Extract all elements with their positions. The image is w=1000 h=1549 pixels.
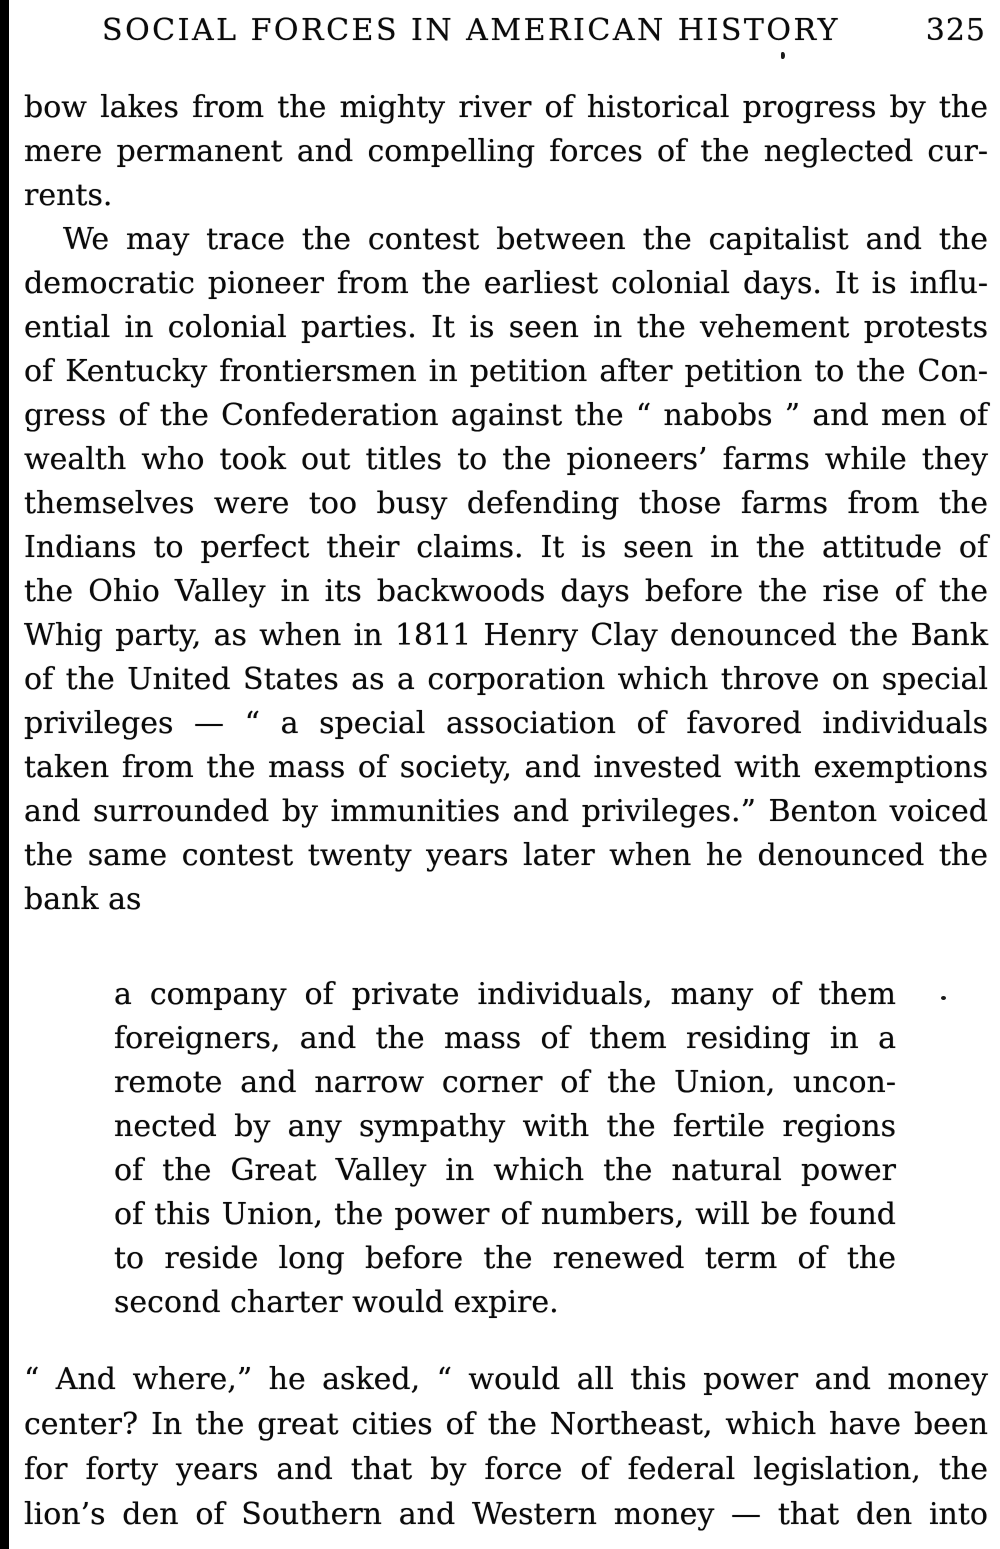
text-line: rents. <box>24 178 113 213</box>
text-line: of Kentucky frontiersmen in petition after petition to the Con- <box>24 354 988 389</box>
running-head <box>24 13 988 49</box>
quote-line: nected by any sympathy with the fertile regions <box>114 1109 896 1144</box>
page-content <box>24 0 988 1537</box>
paragraph <box>24 1357 988 1537</box>
scan-gutter-bar <box>0 0 9 1549</box>
text-line: bank as <box>24 882 142 917</box>
text-line: Indians to perfect their claims. It is seen in the attitude of <box>24 530 988 565</box>
page-header-title: SOCIAL FORCES IN AMERICAN HISTORY <box>102 13 840 48</box>
block-quote <box>114 973 896 1325</box>
page-number: 325 <box>925 13 986 48</box>
text-line: lion’s den of Southern and Western money — that den into <box>24 1497 988 1532</box>
text-line: gress of the Confederation against the “ nabobs ” and men of <box>24 398 988 433</box>
quote-line: foreigners, and the mass of them residing in a <box>114 1021 896 1056</box>
text-line: and surrounded by immunities and privileges.” Benton voiced <box>24 794 988 829</box>
quote-line: of the Great Valley in which the natural power <box>114 1153 896 1188</box>
quote-line: of this Union, the power of numbers, will be found <box>114 1197 896 1232</box>
text-line: We may trace the contest between the capitalist and the <box>63 222 988 257</box>
quote-line: a company of private individuals, many of them <box>114 977 896 1012</box>
text-line: the Ohio Valley in its backwoods days before the rise of the <box>24 574 988 609</box>
paragraph <box>24 218 988 922</box>
text-line: “ And where,” he asked, “ would all this power and money <box>24 1362 988 1397</box>
body-text <box>24 86 988 1537</box>
text-line: taken from the mass of society, and invested with exemptions <box>24 750 988 785</box>
text-line: themselves were too busy defending those farms from the <box>24 486 988 521</box>
text-line: privileges — “ a special association of favored individuals <box>24 706 988 741</box>
paragraph-continued <box>24 86 988 218</box>
quote-line: remote and narrow corner of the Union, uncon- <box>114 1065 896 1100</box>
text-line: for forty years and that by force of federal legislation, the <box>24 1452 988 1487</box>
text-line: Whig party, as when in 1811 Henry Clay denounced the Bank <box>24 618 988 653</box>
quote-line: to reside long before the renewed term of the <box>114 1241 896 1276</box>
text-line: of the United States as a corporation which throve on special <box>24 662 988 697</box>
text-line: wealth who took out titles to the pioneers’ farms while they <box>24 442 988 477</box>
text-line: ential in colonial parties. It is seen in the vehement protests <box>24 310 988 345</box>
text-line: the same contest twenty years later when he denounced the <box>24 838 988 873</box>
quote-line: second charter would expire. <box>114 1285 559 1320</box>
text-line: center? In the great cities of the Northeast, which have been <box>24 1407 988 1442</box>
text-line: bow lakes from the mighty river of historical progress by the <box>24 90 988 125</box>
text-line: democratic pioneer from the earliest colonial days. It is influ- <box>24 266 988 301</box>
text-line: mere permanent and compelling forces of the neglected cur- <box>24 134 988 169</box>
